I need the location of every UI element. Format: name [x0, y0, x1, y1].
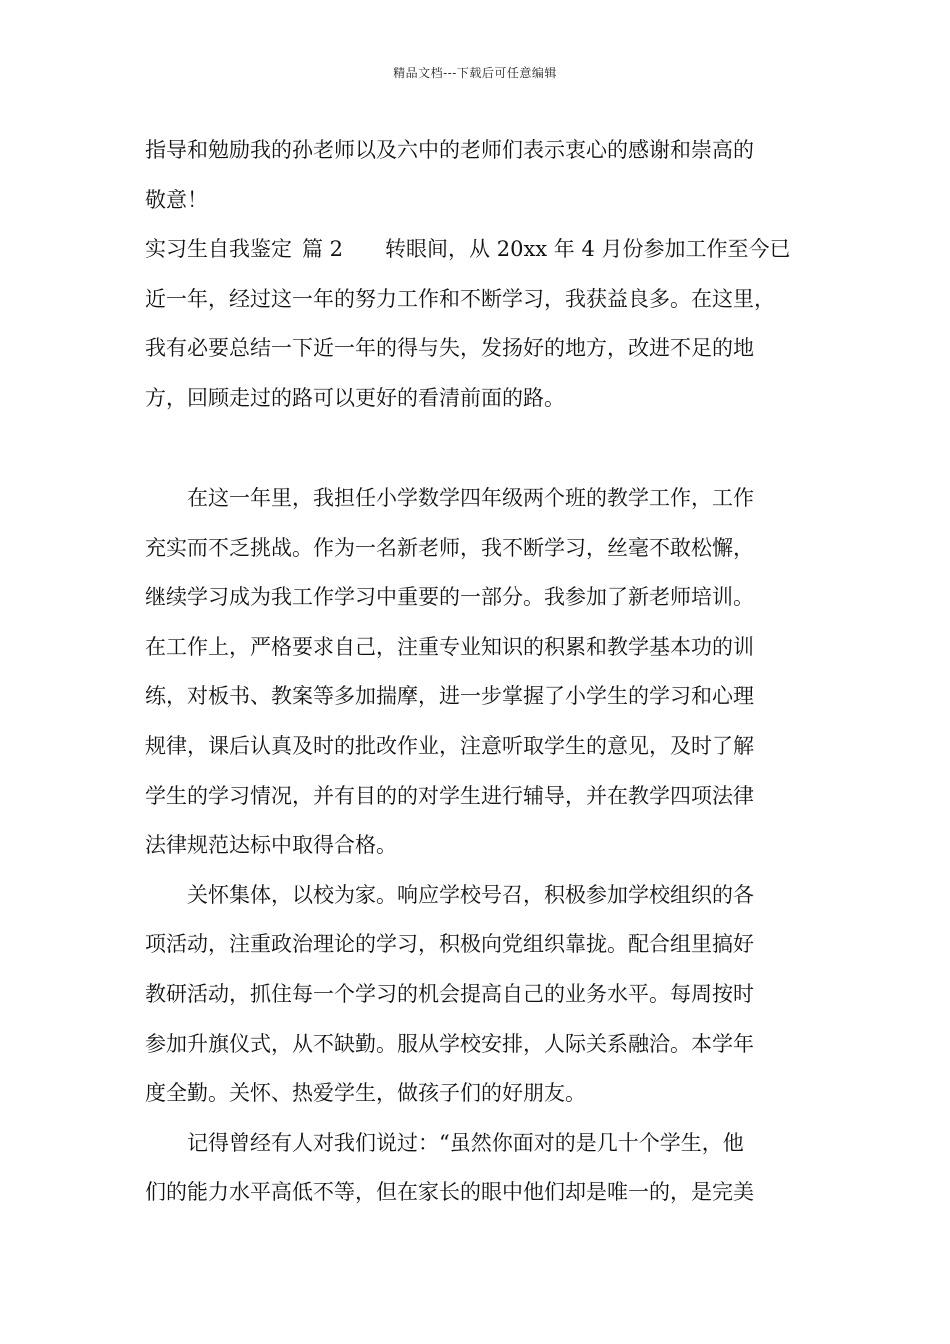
text-block-1 — [145, 126, 815, 424]
text-line: 们的能力水平高低不等，但在家长的眼中他们却是唯一的，是完美 — [145, 1180, 754, 1205]
text-line: 方，回顾走过的路可以更好的看清前面的路。 — [145, 385, 565, 410]
text-line: 近一年，经过这一年的努力工作和不断学习，我获益良多。在这里， — [145, 286, 775, 311]
text-line: 在工作上，严格要求自己，注重专业知识的积累和教学基本功的训 — [145, 634, 754, 659]
page-header: 精品文档---下载后可任意编辑 — [393, 66, 557, 80]
text-line: 敬意！ — [145, 187, 208, 212]
section-heading-line — [145, 225, 815, 275]
paragraph-first-line: 在这一年里，我担任小学数学四年级两个班的教学工作，工作 — [187, 486, 754, 510]
text-line: 参加升旗仪式，从不缺勤。服从学校安排，人际关系融洽。本学年 — [145, 1031, 754, 1056]
text-line: 规律，课后认真及时的批改作业，注意听取学生的意见，及时了解 — [145, 733, 754, 758]
text-line: 教研活动，抓住每一个学习的机会提高自己的业务水平。每周按时 — [145, 981, 754, 1006]
text-line: 继续学习成为我工作学习中重要的一部分。我参加了新老师培训。 — [145, 585, 754, 610]
text-line: 我有必要总结一下近一年的得与失，发扬好的地方，改进不足的地 — [145, 336, 754, 361]
text-line: 项活动，注重政治理论的学习，积极向党组织靠拢。配合组里搞好 — [145, 932, 754, 957]
text-line: 法律规范达标中取得合格。 — [145, 833, 397, 858]
text-line-lead: 转眼间，从 20xx 年 4 月份参加工作至今已 — [385, 237, 791, 262]
text-line: 指导和勉励我的孙老师以及六中的老师们表示衷心的感谢和崇高的 — [145, 138, 754, 162]
section-heading-number: 篇 2 — [302, 237, 344, 262]
text-block-2 — [145, 474, 815, 1218]
text-line: 学生的学习情况，并有目的的对学生进行辅导，并在教学四项法律 — [145, 783, 754, 808]
text-line: 充实而不乏挑战。作为一名新老师，我不断学习，丝毫不敢松懈， — [145, 535, 754, 560]
text-line: 度全勤。关怀、热爱学生，做孩子们的好朋友。 — [145, 1081, 586, 1106]
paragraph-first-line: 关怀集体，以校为家。响应学校号召，积极参加学校组织的各 — [187, 882, 754, 907]
text-line: 练，对板书、教案等多加揣摩，进一步掌握了小学生的学习和心理 — [145, 684, 754, 709]
section-heading-title: 实习生自我鉴定 — [145, 237, 292, 262]
paragraph-first-line: 记得曾经有人对我们说过：“虽然你面对的是几十个学生，他 — [187, 1130, 744, 1155]
